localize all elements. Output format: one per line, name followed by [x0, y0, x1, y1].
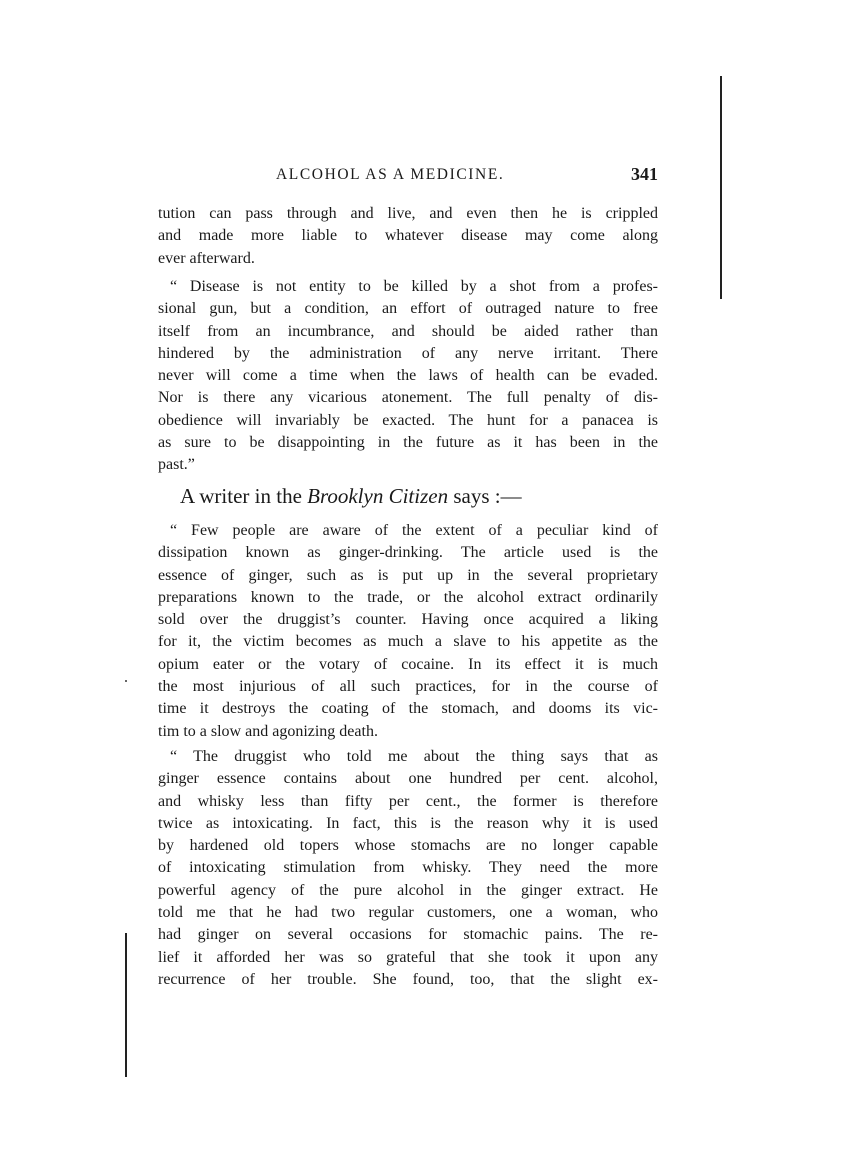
text-line: sional gun, but a condition, an effort of outraged nature to free: [158, 300, 658, 318]
text-line: ever afterward.: [158, 249, 255, 267]
heading-prefix: A writer in the: [180, 484, 308, 508]
text-line: never will come a time when the laws of health can be evaded.: [158, 367, 658, 385]
paragraph-continuation: [158, 203, 658, 270]
text-line: for it, the victim becomes as much a slave to his appetite as the: [158, 633, 658, 651]
text-line: sold over the druggist’s counter. Having once acquired a liking: [158, 611, 658, 629]
margin-rule-left: [125, 933, 127, 1077]
text-line: “ Few people are aware of the extent of a peculiar kind of: [170, 522, 658, 539]
text-line: told me that he had two regular customers, one a woman, who: [158, 904, 658, 922]
text-line: tution can pass through and live, and even then he is crippled: [158, 205, 658, 222]
text-line: powerful agency of the pure alcohol in the ginger extract. He: [158, 881, 658, 899]
page-header: [158, 164, 658, 190]
text-line: as sure to be disappointing in the future as it has been in the: [158, 434, 658, 452]
section-heading: [180, 484, 522, 509]
heading-suffix: says :—: [448, 484, 522, 508]
heading-italic: Brooklyn Citizen: [307, 484, 449, 508]
margin-rule-right: [720, 76, 722, 299]
text-line: essence of ginger, such as is put up in the several proprietary: [158, 566, 658, 584]
text-line: preparations known to the trade, or the alcohol extract ordinarily: [158, 588, 658, 606]
text-line: tim to a slow and agonizing death.: [158, 722, 378, 740]
text-line: lief it afforded her was so grateful that she took it upon any: [158, 948, 658, 966]
text-line: “ The druggist who told me about the thing says that as: [170, 748, 658, 765]
text-line: twice as intoxicating. In fact, this is the reason why it is used: [158, 814, 658, 832]
text-line: dissipation known as ginger-drinking. The article used is the: [158, 544, 658, 562]
text-line: ginger essence contains about one hundred per cent. alcohol,: [158, 770, 658, 788]
text-line: itself from an incumbrance, and should be aided rather than: [158, 322, 658, 340]
text-line: of intoxicating stimulation from whisky. They need the more: [158, 859, 658, 877]
text-line: and made more liable to whatever disease may come along: [158, 227, 658, 245]
text-line: had ginger on several occasions for stomachic pains. The re-: [158, 926, 658, 944]
text-line: hindered by the administration of any nerve irritant. There: [158, 344, 658, 362]
text-line: by hardened old topers whose stomachs are no longer capable: [158, 837, 658, 855]
text-line: past.”: [158, 456, 195, 474]
text-line: opium eater or the votary of cocaine. In its effect it is much: [158, 655, 658, 673]
page-number: 341: [631, 164, 658, 184]
text-line: time it destroys the coating of the stomach, and dooms its vic-: [158, 700, 658, 718]
paragraph-ginger-drinking: [158, 520, 658, 743]
text-line: recurrence of her trouble. She found, too, that the slight ex-: [158, 970, 658, 988]
text-line: obedience will invariably be exacted. The hunt for a panacea is: [158, 411, 658, 429]
text-line: and whisky less than fifty per cent., the former is therefore: [158, 792, 658, 810]
text-line: Nor is there any vicarious atonement. The full penalty of dis-: [158, 389, 658, 407]
running-title: ALCOHOL AS A MEDICINE.: [276, 166, 505, 183]
paragraph-druggist: [158, 746, 658, 991]
text-line: “ Disease is not entity to be killed by a shot from a profes-: [170, 278, 658, 295]
paragraph-disease-quote: [158, 276, 658, 477]
margin-speck: [125, 680, 127, 682]
text-line: the most injurious of all such practices, for in the course of: [158, 678, 658, 696]
